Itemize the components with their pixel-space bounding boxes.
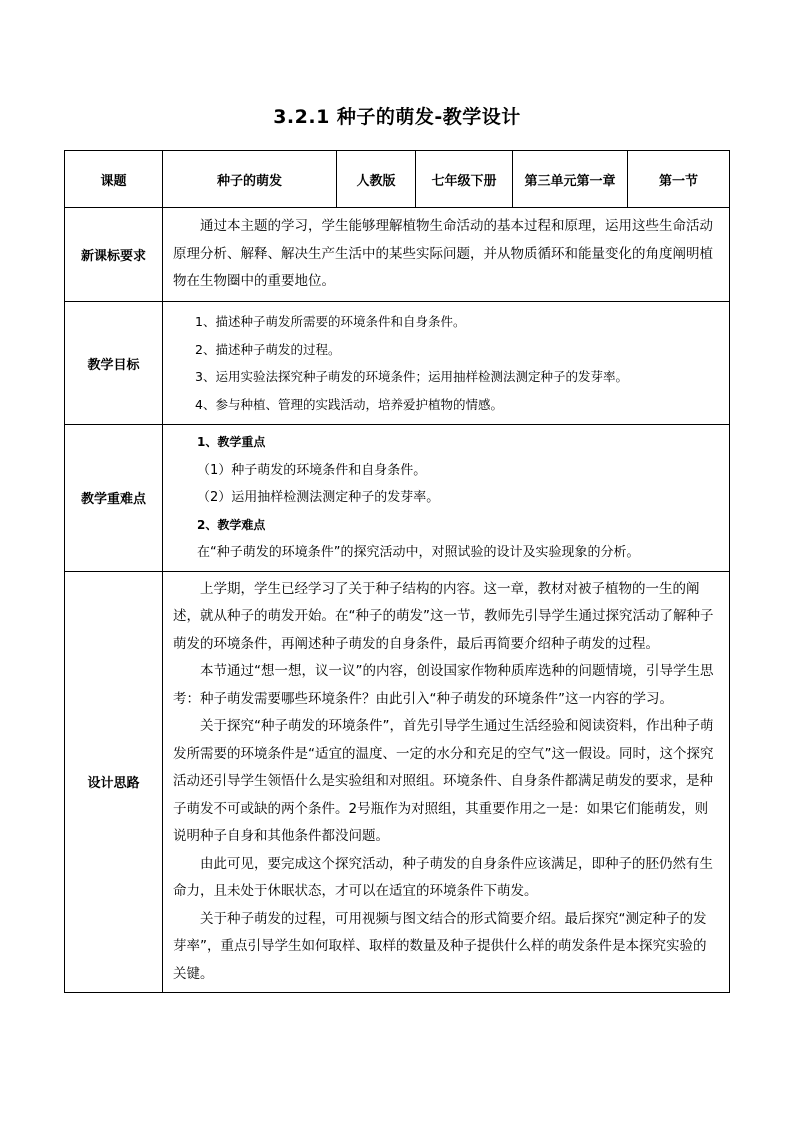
page-title: 3.2.1 种子的萌发-教学设计 xyxy=(273,106,521,128)
design-paragraph: 关于种子萌发的过程，可用视频与图文结合的形式简要介绍。最后探究“测定种子的发芽率”，重点引导学生如何取样、取样的数量及种子提供什么样的萌发条件是本探究实验的关键。 xyxy=(173,910,707,982)
header-cell-edition: 人教版 xyxy=(337,151,416,208)
goal-item: 4、参与种植、管理的实践活动，培养爱护植物的情感。 xyxy=(195,396,503,412)
design-content xyxy=(163,571,730,993)
lesson-plan-table xyxy=(64,150,730,993)
header-cell-unit: 第三单元第一章 xyxy=(513,151,628,208)
keypoints-content xyxy=(163,425,730,572)
goal-item: 1、描述种子萌发所需要的环境条件和自身条件。 xyxy=(195,314,466,329)
header-row xyxy=(65,151,730,208)
keypoint-item: （2）运用抽样检测法测定种子的发芽率。 xyxy=(197,490,440,505)
header-cell-section: 第一节 xyxy=(628,151,730,208)
design-paragraph: 由此可见，要完成这个探究活动，种子萌发的自身条件应该满足，即种子的胚仍然有生命力，且未处于休眠状态，才可以在适宜的环境条件下萌发。 xyxy=(173,855,713,899)
header-cell-grade: 七年级下册 xyxy=(416,151,513,208)
difficulty-item: 在“种子萌发的环境条件”的探究活动中，对照试验的设计及实验现象的分析。 xyxy=(197,545,640,560)
standard-label: 新课标要求 xyxy=(65,208,163,302)
goal-item: 3、运用实验法探究种子萌发的环境条件；运用抽样检测法测定种子的发芽率。 xyxy=(195,369,628,384)
design-label: 设计思路 xyxy=(65,571,163,993)
keypoints-row xyxy=(65,425,730,572)
keypoints-label: 教学重难点 xyxy=(65,425,163,572)
standard-content xyxy=(163,208,730,302)
design-row xyxy=(65,571,730,993)
keypoint-item: （1）种子萌发的环境条件和自身条件。 xyxy=(197,462,427,478)
design-paragraph: 本节通过“想一想，议一议”的内容，创设国家作物种质库选种的问题情境，引导学生思考：种子萌发需要哪些环境条件？由此引入“种子萌发的环境条件”这一内容的学习。 xyxy=(173,663,714,707)
standard-text: 通过本主题的学习，学生能够理解植物生命活动的基本过程和原理，运用这些生命活动原理分析、解释、解决生产生活中的某些实际问题，并从物质循环和能量变化的角度阐明植物在生物圈中的重要地位。 xyxy=(173,218,713,290)
design-paragraph: 关于探究“种子萌发的环境条件”，首先引导学生通过生活经验和阅读资料，作出种子萌发所需要的环境条件是“适宜的温度、一定的水分和充足的空气”这一假设。同时，这个探究活动还引导学生领悟什么是实验组和对照组。环境条件、自身条件都满足萌发的要求，是种子萌发不可或缺的两个条件。2号瓶作为对照组，其重要作用之一是：如果它们能萌发，则说明种子自身和其他条件都没问题。 xyxy=(173,718,714,844)
goals-row xyxy=(65,302,730,425)
goal-item: 2、描述种子萌发的过程。 xyxy=(195,341,341,357)
design-paragraph: 上学期，学生已经学习了关于种子结构的内容。这一章，教材对被子植物的一生的阐述，就从种子的萌发开始。在“种子的萌发”这一节，教师先引导学生通过探究活动了解种子萌发的环境条件，再阐述种子萌发的自身条件，最后再简要介绍种子萌发的过程。 xyxy=(173,580,714,652)
goals-content xyxy=(163,302,730,425)
keypoints-heading: 1、教学重点 xyxy=(197,435,266,449)
header-cell-topic: 课题 xyxy=(65,151,163,208)
goals-label: 教学目标 xyxy=(65,302,163,425)
difficulty-heading: 2、教学难点 xyxy=(197,517,266,532)
standard-row xyxy=(65,208,730,302)
header-cell-lesson-name: 种子的萌发 xyxy=(163,151,337,208)
